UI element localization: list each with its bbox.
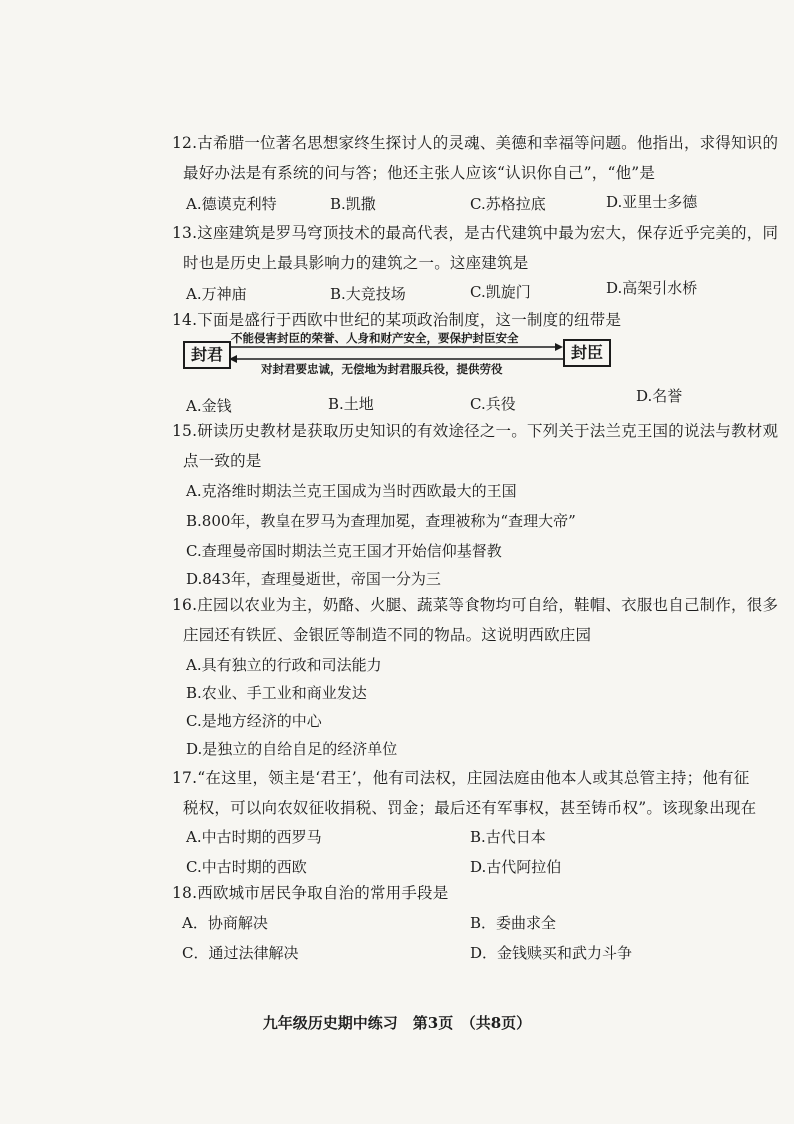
q18-option-b: B．委曲求全 xyxy=(470,914,557,932)
q16-option-d: D.是独立的自给自足的经济单位 xyxy=(186,740,398,758)
q16-stem-line2: 庄园还有铁匠、金银匠等制造不同的物品。这说明西欧庄园 xyxy=(183,626,592,644)
right-box-vassal: 封臣 xyxy=(563,339,611,367)
q18-stem-line1: 18.西欧城市居民争取自治的常用手段是 xyxy=(172,884,449,902)
q16-stem-line1: 16.庄园以农业为主，奶酪、火腿、蔬菜等食物均可自给，鞋帽、衣服也自己制作，很多 xyxy=(172,596,779,614)
q13-stem-line2: 时也是历史上最具影响力的建筑之一。这座建筑是 xyxy=(183,254,529,272)
q18-option-a: A．协商解决 xyxy=(182,914,268,932)
page-footer: 九年级历史期中练习 第3页 （共8页） xyxy=(262,1014,532,1032)
q12-option-d: D.亚里士多德 xyxy=(606,193,698,211)
q14-option-c: C.兵役 xyxy=(470,395,516,413)
q18-option-c: C．通过法律解决 xyxy=(182,944,299,962)
q12-option-c: C.苏格拉底 xyxy=(470,195,546,213)
q15-option-a: A.克洛维时期法兰克王国成为当时西欧最大的王国 xyxy=(186,482,517,500)
q13-stem-line1: 13.这座建筑是罗马穹顶技术的最高代表，是古代建筑中最为宏大，保存近乎完美的，同 xyxy=(172,224,779,242)
q16-option-a: A.具有独立的行政和司法能力 xyxy=(186,656,382,674)
q17-option-d: D.古代阿拉伯 xyxy=(470,858,562,876)
q13-option-b: B.大竞技场 xyxy=(330,285,406,303)
q12-option-a: A.德谟克利特 xyxy=(186,195,277,213)
q14-option-d: D.名誉 xyxy=(636,387,683,405)
q17-option-c: C.中古时期的西欧 xyxy=(186,858,307,876)
q12-stem-line1: 12.古希腊一位著名思想家终生探讨人的灵魂、美德和幸福等问题。他指出，求得知识的 xyxy=(172,134,779,152)
q13-option-c: C.凯旋门 xyxy=(470,283,531,301)
q17-option-a: A.中古时期的西罗马 xyxy=(186,828,322,846)
q15-option-c: C.查理曼帝国时期法兰克王国才开始信仰基督教 xyxy=(186,542,502,560)
q14-option-b: B.土地 xyxy=(328,395,374,413)
q17-stem-line2: 税权，可以向农奴征收捐税、罚金；最后还有军事权，甚至铸币权”。该现象出现在 xyxy=(183,799,757,817)
feudal-relationship-diagram xyxy=(183,333,613,377)
q14-option-a: A.金钱 xyxy=(186,397,232,415)
q17-option-b: B.古代日本 xyxy=(470,828,546,846)
q18-option-d: D．金钱赎买和武力斗争 xyxy=(470,944,633,962)
q16-option-b: B.农业、手工业和商业发达 xyxy=(186,684,367,702)
q15-stem-line2: 点一致的是 xyxy=(183,452,262,470)
bottom-arrow-text: 对封君要忠诚，无偿地为封君服兵役，提供劳役 xyxy=(261,362,503,376)
q12-option-b: B.凯撒 xyxy=(330,195,376,213)
q15-option-b: B.800年，教皇在罗马为查理加冕，查理被称为“查理大帝” xyxy=(186,512,576,530)
q13-option-a: A.万神庙 xyxy=(186,285,247,303)
q17-stem-line1: 17.“在这里，领主是‘君王’，他有司法权，庄园法庭由他本人或其总管主持；他有征 xyxy=(172,769,750,787)
top-arrow-text: 不能侵害封臣的荣誉、人身和财产安全，要保护封臣安全 xyxy=(231,331,519,345)
q15-option-d: D.843年，查理曼逝世，帝国一分为三 xyxy=(186,570,441,588)
q14-stem-line1: 14.下面是盛行于西欧中世纪的某项政治制度，这一制度的纽带是 xyxy=(172,311,622,329)
q15-stem-line1: 15.研读历史教材是获取历史知识的有效途径之一。下列关于法兰克王国的说法与教材观 xyxy=(172,422,779,440)
top-arrow-head xyxy=(555,343,563,351)
q12-stem-line2: 最好办法是有系统的问与答；他还主张人应该“认识你自己”，“他”是 xyxy=(183,164,656,182)
q13-option-d: D.高架引水桥 xyxy=(606,279,698,297)
left-box-lord: 封君 xyxy=(183,341,231,369)
q16-option-c: C.是地方经济的中心 xyxy=(186,712,322,730)
